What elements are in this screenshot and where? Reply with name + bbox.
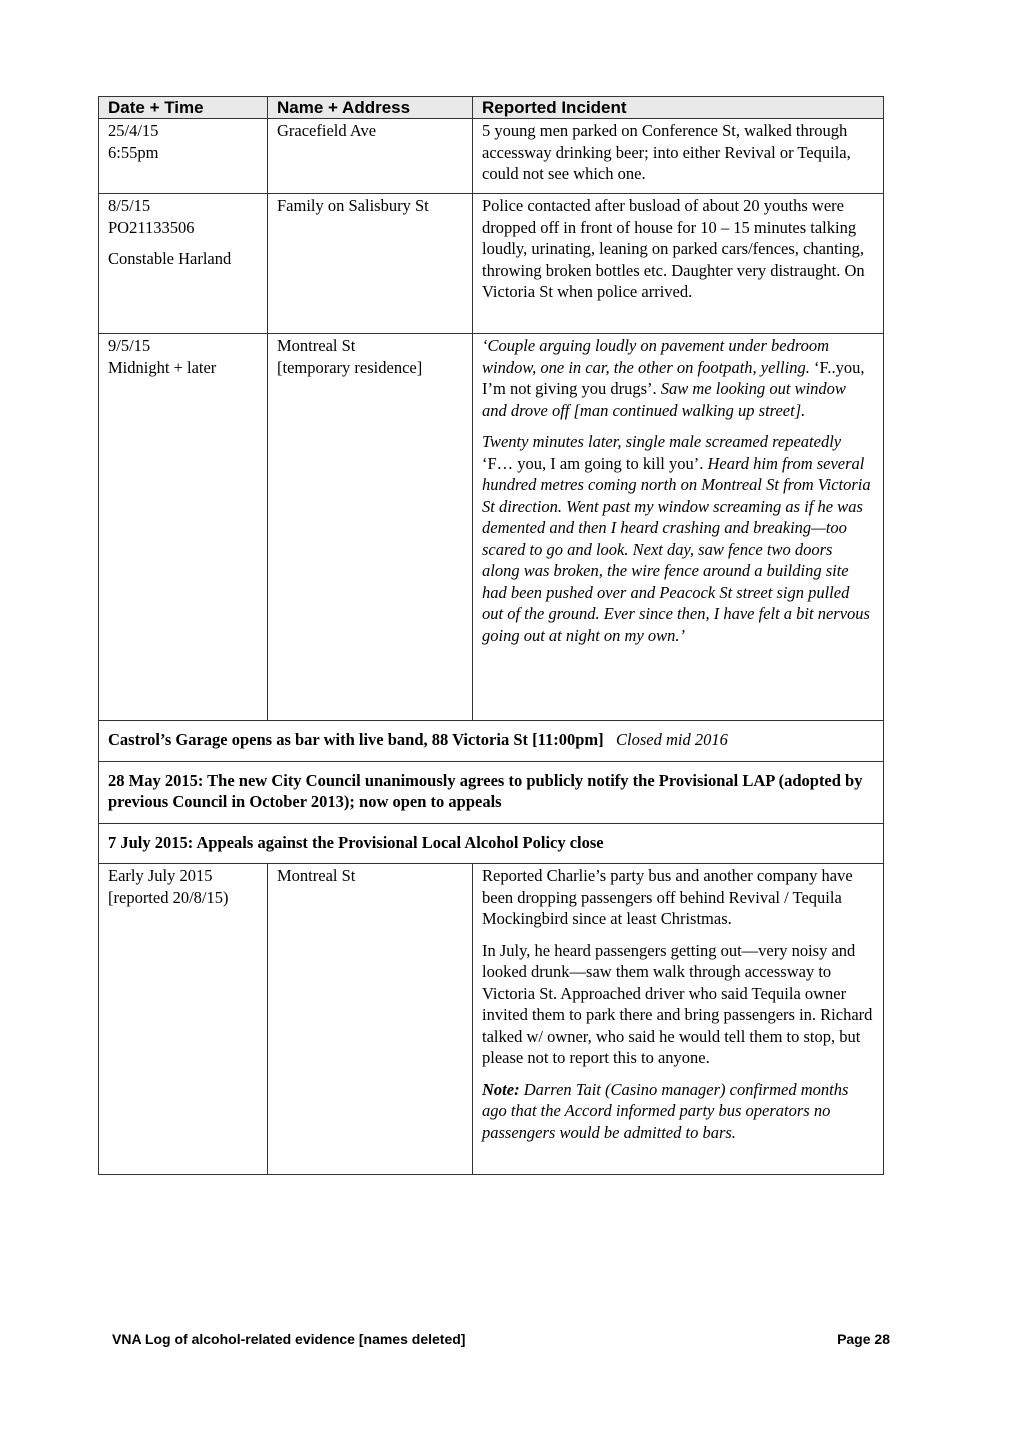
header-reported-incident: Reported Incident xyxy=(473,97,884,119)
incident-cell xyxy=(473,194,884,334)
address-text: Gracefield Ave xyxy=(277,121,377,140)
event-cell xyxy=(99,761,884,823)
footer-page-number: Page 28 xyxy=(837,1331,890,1347)
quote-part: ‘Couple arguing loudly on pavement under bedroom window, one in car, the other on footpath, yelling. xyxy=(482,336,830,377)
incident-cell xyxy=(473,864,884,1175)
name-cell xyxy=(268,334,473,721)
address-text: Montreal St xyxy=(277,336,356,355)
quote-part: ‘F… you, I am going to kill you’. xyxy=(482,453,704,473)
event-cell xyxy=(99,721,884,762)
date-text: 25/4/15 xyxy=(108,121,159,140)
event-text: 28 May 2015: The new City Council unanimously agrees to publicly notify the Provisional LAP (adopted by previous Council in October 2013); now open to appeals xyxy=(108,770,863,811)
time-text: Midnight + later xyxy=(108,357,217,377)
name-cell xyxy=(268,194,473,334)
incident-paragraph xyxy=(482,431,874,646)
incident-text: Police contacted after busload of about 20 youths were dropped off in front of house for 10 – 15 minutes talking loudly, urinating, leaning on parked cars/fences, chanting, throwing broken bottles etc. Daughter very distraught. On Victoria St when police arrived. xyxy=(482,196,865,301)
quote-part: Saw me looking out window and drove off [man continued walking up street]. xyxy=(482,379,846,420)
event-row xyxy=(99,721,884,762)
reference-number: PO21133506 xyxy=(108,217,195,237)
quote-part: Heard him from several hundred metres coming north on Montreal St from Victoria St direction. Went past my window screaming as if he was demented and then I heard crashing and breaking—too scared to go and look. Next day, saw fence two doors along was broken, the wire fence around a building site had been pushed over and Peacock St street sign pulled out of the ground. Ever since then, I have felt a bit nervous going out at night on my own.’ xyxy=(482,453,871,645)
event-note: Closed mid 2016 xyxy=(616,730,728,749)
date-cell xyxy=(99,334,268,721)
officer-name: Constable Harland xyxy=(108,249,232,268)
name-cell xyxy=(268,119,473,194)
incident-paragraph: Reported Charlie’s party bus and another company have been dropping passengers off behind Revival / Tequila Mockingbird since at least Christmas. xyxy=(482,866,853,928)
address-text: Montreal St xyxy=(277,866,356,885)
event-cell xyxy=(99,823,884,864)
name-cell xyxy=(268,864,473,1175)
incident-note xyxy=(482,1079,874,1144)
table-row xyxy=(99,194,884,334)
event-row xyxy=(99,823,884,864)
date-text: 9/5/15 xyxy=(108,336,151,355)
quote-part: ‘F..you, I’m not giving you drugs’. xyxy=(482,357,865,398)
reported-date: [reported 20/8/15) xyxy=(108,887,229,907)
note-label: Note: xyxy=(482,1079,520,1099)
evidence-log-table xyxy=(98,96,884,1175)
incident-cell xyxy=(473,334,884,721)
event-text: 7 July 2015: Appeals against the Provisional Local Alcohol Policy close xyxy=(108,832,604,852)
incident-paragraph xyxy=(482,335,874,421)
header-name-address: Name + Address xyxy=(268,97,473,119)
footer-document-title: VNA Log of alcohol-related evidence [names deleted] xyxy=(112,1331,466,1347)
address-text: Family on Salisbury St xyxy=(277,196,429,215)
date-cell xyxy=(99,194,268,334)
page-footer xyxy=(112,1331,890,1347)
incident-text: 5 young men parked on Conference St, walked through accessway drinking beer; into either Revival or Tequila, could not see which one. xyxy=(482,121,851,183)
quote-part: Twenty minutes later, single male screamed repeatedly xyxy=(482,432,842,451)
incident-paragraph: In July, he heard passengers getting out—very noisy and looked drunk—saw them walk through accessway to Victoria St. Approached driver who said Tequila owner invited them to park there and bring passengers in. Richard talked w/ owner, who said he would tell them to stop, but please not to report this to anyone. xyxy=(482,940,873,1067)
note-text: Darren Tait (Casino manager) confirmed months ago that the Accord informed party bus operators no passengers would be admitted to bars. xyxy=(482,1079,849,1142)
table-row xyxy=(99,864,884,1175)
header-date-time: Date + Time xyxy=(99,97,268,119)
time-text: 6:55pm xyxy=(108,142,159,162)
date-cell xyxy=(99,119,268,194)
address-note: [temporary residence] xyxy=(277,357,423,377)
date-text: Early July 2015 xyxy=(108,866,213,885)
incident-cell xyxy=(473,119,884,194)
event-row xyxy=(99,761,884,823)
event-text: Castrol’s Garage opens as bar with live band, 88 Victoria St [11:00pm] xyxy=(108,730,604,749)
table-header-row xyxy=(99,97,884,119)
table-row xyxy=(99,334,884,721)
date-text: 8/5/15 xyxy=(108,196,151,215)
date-cell xyxy=(99,864,268,1175)
table-row xyxy=(99,119,884,194)
